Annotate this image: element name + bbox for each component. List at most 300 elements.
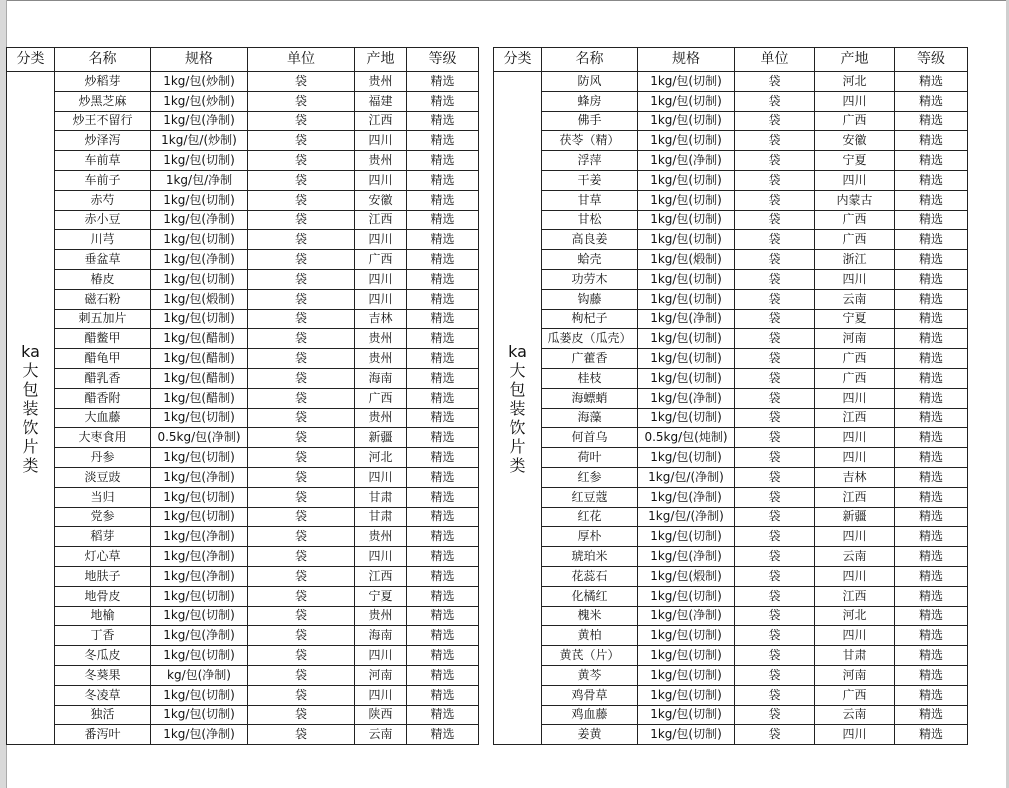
cell-spec: 1kg/包(切制) <box>638 725 735 745</box>
cell-grade: 精选 <box>895 131 968 151</box>
cell-grade: 精选 <box>407 349 479 369</box>
cell-unit: 袋 <box>735 507 815 527</box>
cell-name: 番泻叶 <box>55 725 151 745</box>
cell-origin: 四川 <box>355 646 407 666</box>
cell-grade: 精选 <box>407 170 479 190</box>
cell-grade: 精选 <box>895 309 968 329</box>
cell-grade: 精选 <box>407 527 479 547</box>
cell-name: 炒稻芽 <box>55 72 151 92</box>
cell-unit: 袋 <box>248 210 355 230</box>
table-row <box>494 250 968 270</box>
cell-grade: 精选 <box>407 646 479 666</box>
cell-spec: 1kg/包(醋制) <box>151 368 248 388</box>
cell-grade: 精选 <box>407 269 479 289</box>
cell-grade: 精选 <box>407 507 479 527</box>
table-row <box>7 250 479 270</box>
table-row <box>7 646 479 666</box>
cell-name: 甘草 <box>542 190 638 210</box>
cell-origin: 江西 <box>815 487 895 507</box>
cell-spec: 1kg/包(净制) <box>638 606 735 626</box>
table-row <box>7 487 479 507</box>
table-row <box>494 725 968 745</box>
header-category: 分类 <box>494 48 542 72</box>
table-row <box>494 329 968 349</box>
cell-origin: 四川 <box>815 269 895 289</box>
cell-grade: 精选 <box>895 250 968 270</box>
table-row <box>7 210 479 230</box>
cell-grade: 精选 <box>407 665 479 685</box>
cell-name: 红参 <box>542 467 638 487</box>
cell-origin: 广西 <box>815 349 895 369</box>
cell-name: 大血藤 <box>55 408 151 428</box>
cell-grade: 精选 <box>407 428 479 448</box>
cell-spec: 1kg/包(切制) <box>638 626 735 646</box>
table-row <box>494 487 968 507</box>
cell-unit: 袋 <box>735 725 815 745</box>
table-row <box>494 448 968 468</box>
table-row <box>7 269 479 289</box>
cell-name: 厚朴 <box>542 527 638 547</box>
cell-spec: 1kg/包(切制) <box>638 685 735 705</box>
cell-name: 独活 <box>55 705 151 725</box>
cell-spec: 1kg/包(切制) <box>151 586 248 606</box>
table-row <box>494 210 968 230</box>
cell-spec: 1kg/包(切制) <box>151 448 248 468</box>
cell-spec: 1kg/包(切制) <box>151 646 248 666</box>
cell-spec: 1kg/包(净制) <box>151 111 248 131</box>
cell-grade: 精选 <box>895 547 968 567</box>
table-row <box>494 646 968 666</box>
category-label: ka大包装饮片类 <box>21 341 40 475</box>
cell-origin: 陕西 <box>355 705 407 725</box>
cell-origin: 安徽 <box>815 131 895 151</box>
table-row <box>7 190 479 210</box>
cell-unit: 袋 <box>735 527 815 547</box>
cell-origin: 江西 <box>355 566 407 586</box>
cell-unit: 袋 <box>248 388 355 408</box>
cell-grade: 精选 <box>895 626 968 646</box>
table-row <box>7 626 479 646</box>
cell-name: 车前子 <box>55 170 151 190</box>
cell-name: 灯心草 <box>55 547 151 567</box>
page-top-border <box>0 0 1009 1</box>
cell-grade: 精选 <box>895 230 968 250</box>
price-table-right <box>493 47 968 745</box>
cell-unit: 袋 <box>248 448 355 468</box>
cell-unit: 袋 <box>735 685 815 705</box>
cell-origin: 河北 <box>355 448 407 468</box>
cell-origin: 四川 <box>355 289 407 309</box>
cell-unit: 袋 <box>248 250 355 270</box>
cell-spec: 1kg/包(切制) <box>638 349 735 369</box>
cell-grade: 精选 <box>407 566 479 586</box>
cell-origin: 河南 <box>815 329 895 349</box>
header-name: 名称 <box>542 48 638 72</box>
cell-name: 地榆 <box>55 606 151 626</box>
cell-unit: 袋 <box>735 72 815 92</box>
table-header-row <box>494 48 968 72</box>
cell-name: 槐米 <box>542 606 638 626</box>
cell-grade: 精选 <box>407 586 479 606</box>
cell-unit: 袋 <box>248 566 355 586</box>
cell-unit: 袋 <box>735 190 815 210</box>
cell-name: 蜂房 <box>542 91 638 111</box>
cell-origin: 江西 <box>355 111 407 131</box>
table-row <box>7 685 479 705</box>
table-row <box>494 428 968 448</box>
cell-unit: 袋 <box>248 507 355 527</box>
table-row <box>494 626 968 646</box>
cell-spec: 1kg/包(净制) <box>151 210 248 230</box>
cell-name: 瓜蒌皮（瓜壳） <box>542 329 638 349</box>
cell-name: 姜黄 <box>542 725 638 745</box>
cell-spec: 1kg/包(净制) <box>151 250 248 270</box>
cell-grade: 精选 <box>895 606 968 626</box>
table-row <box>7 349 479 369</box>
cell-unit: 袋 <box>248 170 355 190</box>
cell-spec: 1kg/包(醋制) <box>151 329 248 349</box>
cell-spec: 1kg/包(切制) <box>151 151 248 171</box>
table-row <box>7 72 479 92</box>
cell-grade: 精选 <box>407 705 479 725</box>
cell-name: 化橘红 <box>542 586 638 606</box>
cell-spec: 1kg/包(切制) <box>151 230 248 250</box>
cell-unit: 袋 <box>248 368 355 388</box>
cell-origin: 广西 <box>815 230 895 250</box>
cell-grade: 精选 <box>895 507 968 527</box>
cell-spec: 1kg/包(切制) <box>151 705 248 725</box>
table-row <box>7 665 479 685</box>
cell-origin: 贵州 <box>355 72 407 92</box>
cell-unit: 袋 <box>735 91 815 111</box>
cell-name: 磁石粉 <box>55 289 151 309</box>
table-row <box>494 230 968 250</box>
header-name: 名称 <box>55 48 151 72</box>
cell-name: 海螵蛸 <box>542 388 638 408</box>
cell-name: 醋龟甲 <box>55 349 151 369</box>
cell-origin: 云南 <box>355 725 407 745</box>
cell-unit: 袋 <box>248 428 355 448</box>
cell-name: 茯苓（精） <box>542 131 638 151</box>
cell-spec: 1kg/包(切制) <box>638 111 735 131</box>
cell-grade: 精选 <box>895 586 968 606</box>
cell-name: 鸡骨草 <box>542 685 638 705</box>
cell-unit: 袋 <box>735 170 815 190</box>
cell-spec: 1kg/包(切制) <box>638 230 735 250</box>
cell-origin: 四川 <box>355 170 407 190</box>
cell-grade: 精选 <box>407 309 479 329</box>
cell-grade: 精选 <box>407 210 479 230</box>
cell-spec: 1kg/包(切制) <box>638 72 735 92</box>
table-row <box>7 170 479 190</box>
cell-origin: 吉林 <box>815 467 895 487</box>
category-cell <box>494 72 542 745</box>
cell-origin: 河南 <box>355 665 407 685</box>
cell-spec: 1kg/包(净制) <box>151 725 248 745</box>
cell-name: 丁香 <box>55 626 151 646</box>
cell-spec: 1kg/包(醋制) <box>151 349 248 369</box>
cell-name: 花蕊石 <box>542 566 638 586</box>
cell-name: 赤小豆 <box>55 210 151 230</box>
table-row <box>7 705 479 725</box>
cell-name: 冬葵果 <box>55 665 151 685</box>
cell-name: 党参 <box>55 507 151 527</box>
cell-origin: 四川 <box>355 467 407 487</box>
cell-grade: 精选 <box>895 151 968 171</box>
table-header-row <box>7 48 479 72</box>
table-row <box>494 388 968 408</box>
cell-origin: 四川 <box>815 91 895 111</box>
cell-unit: 袋 <box>248 91 355 111</box>
cell-origin: 贵州 <box>355 151 407 171</box>
cell-grade: 精选 <box>407 626 479 646</box>
cell-name: 当归 <box>55 487 151 507</box>
header-unit: 单位 <box>735 48 815 72</box>
cell-spec: 1kg/包(切制) <box>151 487 248 507</box>
cell-unit: 袋 <box>248 606 355 626</box>
cell-spec: 1kg/包(净制) <box>151 527 248 547</box>
cell-name: 丹参 <box>55 448 151 468</box>
cell-grade: 精选 <box>895 705 968 725</box>
cell-origin: 甘肃 <box>355 487 407 507</box>
cell-origin: 四川 <box>815 388 895 408</box>
cell-unit: 袋 <box>735 467 815 487</box>
cell-spec: 1kg/包(炒制) <box>151 72 248 92</box>
cell-origin: 广西 <box>815 685 895 705</box>
table-row <box>7 527 479 547</box>
cell-name: 地肤子 <box>55 566 151 586</box>
table-row <box>7 467 479 487</box>
cell-unit: 袋 <box>248 131 355 151</box>
cell-spec: 1kg/包(净制) <box>151 626 248 646</box>
cell-unit: 袋 <box>248 665 355 685</box>
table-row <box>494 309 968 329</box>
cell-grade: 精选 <box>895 269 968 289</box>
cell-origin: 广西 <box>815 210 895 230</box>
cell-origin: 新疆 <box>355 428 407 448</box>
cell-name: 赤芍 <box>55 190 151 210</box>
table-row <box>7 111 479 131</box>
category-label: ka大包装饮片类 <box>508 341 527 475</box>
cell-unit: 袋 <box>735 428 815 448</box>
cell-origin: 内蒙古 <box>815 190 895 210</box>
cell-grade: 精选 <box>895 349 968 369</box>
table-row <box>494 91 968 111</box>
header-origin: 产地 <box>815 48 895 72</box>
cell-name: 椿皮 <box>55 269 151 289</box>
cell-origin: 贵州 <box>355 606 407 626</box>
cell-unit: 袋 <box>735 626 815 646</box>
table-row <box>494 665 968 685</box>
header-spec: 规格 <box>638 48 735 72</box>
cell-origin: 云南 <box>815 289 895 309</box>
cell-unit: 袋 <box>248 72 355 92</box>
price-table-left <box>6 47 479 745</box>
cell-grade: 精选 <box>407 388 479 408</box>
table-row <box>494 408 968 428</box>
cell-unit: 袋 <box>248 230 355 250</box>
cell-name: 桂枝 <box>542 368 638 388</box>
table-row <box>7 725 479 745</box>
cell-unit: 袋 <box>248 111 355 131</box>
cell-unit: 袋 <box>735 606 815 626</box>
cell-spec: 1kg/包(煅制) <box>151 289 248 309</box>
cell-unit: 袋 <box>735 547 815 567</box>
cell-grade: 精选 <box>407 685 479 705</box>
cell-name: 何首乌 <box>542 428 638 448</box>
cell-name: 钩藤 <box>542 289 638 309</box>
cell-spec: 1kg/包(净制) <box>638 487 735 507</box>
cell-origin: 四川 <box>815 566 895 586</box>
cell-grade: 精选 <box>895 527 968 547</box>
cell-unit: 袋 <box>248 408 355 428</box>
cell-grade: 精选 <box>407 131 479 151</box>
cell-spec: 1kg/包(切制) <box>638 448 735 468</box>
cell-origin: 四川 <box>355 131 407 151</box>
cell-spec: 1kg/包(净制) <box>151 467 248 487</box>
table-row <box>494 566 968 586</box>
table-row <box>7 507 479 527</box>
cell-name: 醋乳香 <box>55 368 151 388</box>
cell-unit: 袋 <box>248 547 355 567</box>
table-row <box>7 408 479 428</box>
cell-grade: 精选 <box>895 467 968 487</box>
cell-spec: 1kg/包(切制) <box>638 646 735 666</box>
cell-unit: 袋 <box>248 309 355 329</box>
cell-grade: 精选 <box>895 428 968 448</box>
cell-grade: 精选 <box>407 448 479 468</box>
cell-spec: 1kg/包(切制) <box>638 269 735 289</box>
cell-name: 大枣食用 <box>55 428 151 448</box>
cell-spec: 1kg/包(切制) <box>151 190 248 210</box>
cell-grade: 精选 <box>407 467 479 487</box>
cell-grade: 精选 <box>895 665 968 685</box>
cell-grade: 精选 <box>407 329 479 349</box>
cell-origin: 贵州 <box>355 349 407 369</box>
cell-spec: 1kg/包(切制) <box>638 527 735 547</box>
cell-grade: 精选 <box>895 368 968 388</box>
cell-grade: 精选 <box>407 72 479 92</box>
cell-name: 黄柏 <box>542 626 638 646</box>
cell-name: 冬瓜皮 <box>55 646 151 666</box>
cell-grade: 精选 <box>895 190 968 210</box>
cell-origin: 宁夏 <box>815 309 895 329</box>
cell-grade: 精选 <box>407 190 479 210</box>
table-row <box>494 269 968 289</box>
table-row <box>494 705 968 725</box>
cell-grade: 精选 <box>407 725 479 745</box>
cell-spec: 1kg/包(炒制) <box>151 91 248 111</box>
cell-name: 防风 <box>542 72 638 92</box>
cell-grade: 精选 <box>407 487 479 507</box>
cell-origin: 四川 <box>355 685 407 705</box>
cell-origin: 江西 <box>355 210 407 230</box>
table-row <box>494 190 968 210</box>
cell-spec: 1kg/包/(炒制) <box>151 131 248 151</box>
cell-spec: 1kg/包(净制) <box>638 388 735 408</box>
cell-grade: 精选 <box>895 111 968 131</box>
header-unit: 单位 <box>248 48 355 72</box>
table-row <box>7 309 479 329</box>
cell-unit: 袋 <box>248 289 355 309</box>
cell-origin: 四川 <box>355 547 407 567</box>
cell-name: 蛤壳 <box>542 250 638 270</box>
cell-origin: 四川 <box>815 725 895 745</box>
cell-unit: 袋 <box>735 408 815 428</box>
table-row <box>494 547 968 567</box>
cell-origin: 广西 <box>355 388 407 408</box>
cell-spec: 1kg/包(切制) <box>638 91 735 111</box>
cell-name: 炒王不留行 <box>55 111 151 131</box>
cell-unit: 袋 <box>248 527 355 547</box>
cell-spec: 1kg/包(醋制) <box>151 388 248 408</box>
cell-name: 炒泽泻 <box>55 131 151 151</box>
cell-unit: 袋 <box>248 269 355 289</box>
cell-spec: 1kg/包(切制) <box>638 131 735 151</box>
table-row <box>494 151 968 171</box>
cell-spec: 1kg/包(切制) <box>151 685 248 705</box>
table-row <box>494 170 968 190</box>
cell-unit: 袋 <box>735 646 815 666</box>
cell-name: 广藿香 <box>542 349 638 369</box>
cell-unit: 袋 <box>735 665 815 685</box>
cell-unit: 袋 <box>248 467 355 487</box>
cell-grade: 精选 <box>407 91 479 111</box>
cell-spec: 1kg/包(切制) <box>638 586 735 606</box>
cell-name: 黄芩 <box>542 665 638 685</box>
cell-unit: 袋 <box>248 725 355 745</box>
table-row <box>494 368 968 388</box>
cell-spec: 1kg/包(净制) <box>638 309 735 329</box>
cell-unit: 袋 <box>735 151 815 171</box>
cell-spec: 1kg/包(切制) <box>151 269 248 289</box>
cell-origin: 广西 <box>355 250 407 270</box>
cell-grade: 精选 <box>895 289 968 309</box>
cell-unit: 袋 <box>248 626 355 646</box>
cell-unit: 袋 <box>248 586 355 606</box>
cell-spec: 1kg/包/(净制) <box>638 507 735 527</box>
cell-spec: 1kg/包(切制) <box>638 368 735 388</box>
cell-spec: 1kg/包(净制) <box>151 547 248 567</box>
cell-grade: 精选 <box>895 408 968 428</box>
cell-origin: 吉林 <box>355 309 407 329</box>
cell-origin: 江西 <box>815 408 895 428</box>
cell-unit: 袋 <box>735 368 815 388</box>
cell-grade: 精选 <box>895 388 968 408</box>
cell-spec: 1kg/包(切制) <box>638 705 735 725</box>
cell-unit: 袋 <box>248 487 355 507</box>
cell-unit: 袋 <box>735 289 815 309</box>
cell-unit: 袋 <box>735 111 815 131</box>
cell-origin: 四川 <box>815 170 895 190</box>
table-row <box>7 428 479 448</box>
cell-origin: 云南 <box>815 705 895 725</box>
cell-spec: 1kg/包(切制) <box>638 329 735 349</box>
table-row <box>7 606 479 626</box>
cell-origin: 浙江 <box>815 250 895 270</box>
cell-origin: 安徽 <box>355 190 407 210</box>
table-row <box>7 448 479 468</box>
cell-origin: 广西 <box>815 111 895 131</box>
cell-spec: 1kg/包(切制) <box>151 408 248 428</box>
cell-unit: 袋 <box>735 269 815 289</box>
cell-grade: 精选 <box>407 289 479 309</box>
cell-grade: 精选 <box>895 646 968 666</box>
cell-origin: 海南 <box>355 368 407 388</box>
cell-origin: 四川 <box>815 448 895 468</box>
table-row <box>7 388 479 408</box>
cell-name: 冬凌草 <box>55 685 151 705</box>
